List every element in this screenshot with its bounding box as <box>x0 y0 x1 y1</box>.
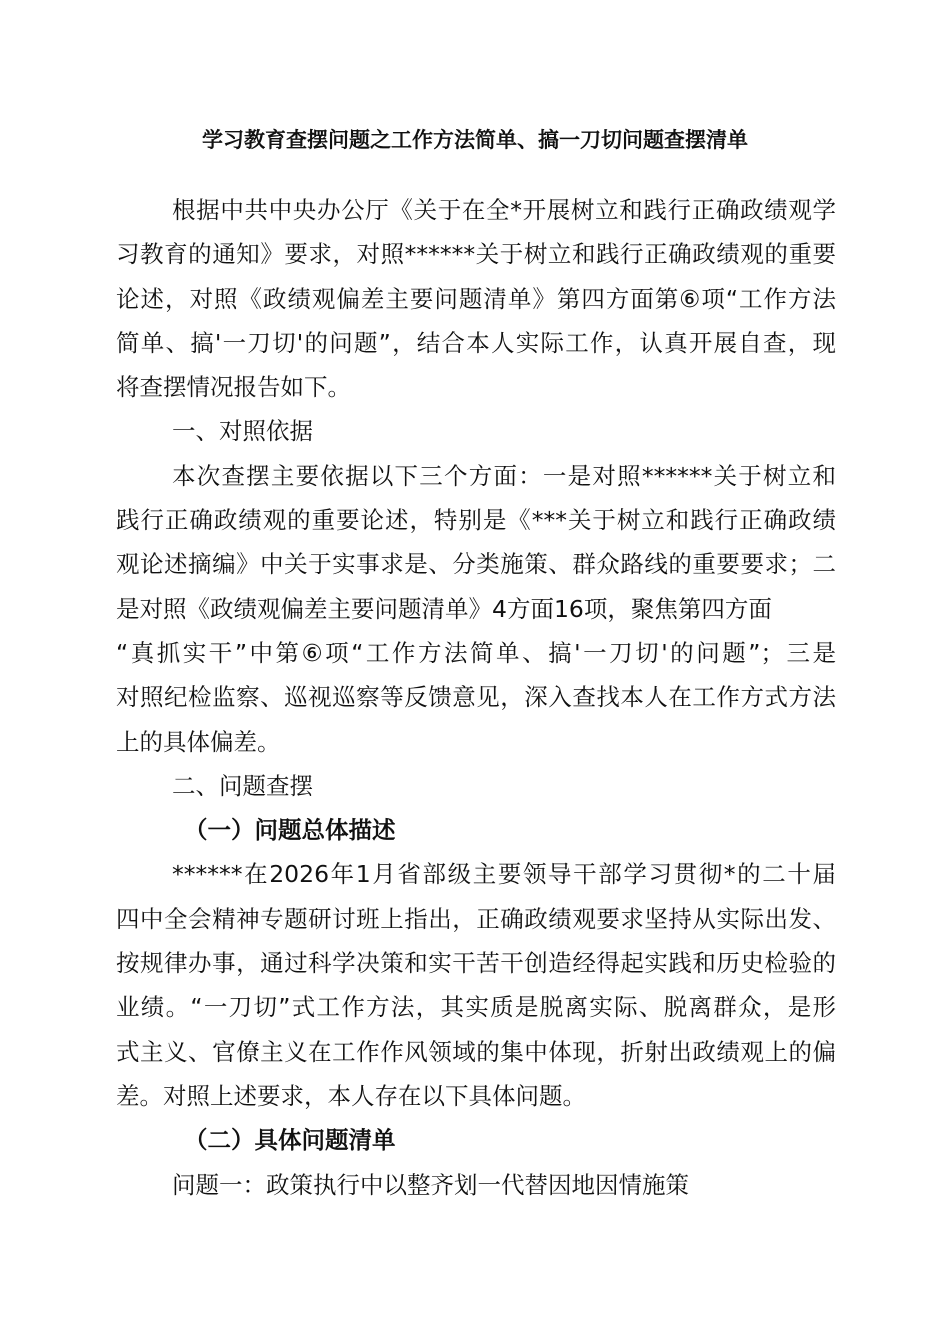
text-line: 本次查摆主要依据以下三个方面：一是对照******关于树立和 <box>172 461 836 490</box>
sub1-paragraph <box>116 852 836 1118</box>
text-line: 差。对照上述要求，本人存在以下具体问题。 <box>116 1081 586 1110</box>
text-line: 将查摆情况报告如下。 <box>116 373 351 402</box>
text-line: 四中全会精神专题研讨班上指出，正确政绩观要求坚持从实际出发、 <box>116 904 836 933</box>
text-line: 简单、搞'一刀切'的问题”，结合本人实际工作，认真开展自查，现 <box>116 328 836 357</box>
intro-paragraph <box>116 188 836 409</box>
subsection-heading: （二）具体问题清单 <box>184 1126 396 1155</box>
text-line: 观论述摘编》中关于实事求是、分类施策、群众路线的重要要求；二 <box>116 550 836 579</box>
section-heading: 一、对照依据 <box>172 417 313 446</box>
text-line: 式主义、官僚主义在工作作风领域的集中体现，折射出政绩观上的偏 <box>116 1037 836 1066</box>
text-line: 是对照《政绩观偏差主要问题清单》4方面16项，聚焦第四方面 <box>116 594 772 623</box>
document-title: 学习教育查摆问题之工作方法简单、搞一刀切问题查摆清单 <box>202 128 748 152</box>
text-line: “真抓实干”中第⑥项“工作方法简单、搞'一刀切'的问题”；三是 <box>116 638 836 667</box>
subsection-heading: （一）问题总体描述 <box>184 816 396 845</box>
text-line: 上的具体偏差。 <box>116 727 281 756</box>
text-line: 践行正确政绩观的重要论述，特别是《***关于树立和践行正确政绩 <box>116 506 836 535</box>
text-line: 论述，对照《政绩观偏差主要问题清单》第四方面第⑥项“工作方法 <box>116 284 836 313</box>
section-heading: 二、问题查摆 <box>172 771 313 800</box>
text-line: 按规律办事，通过科学决策和实干苦干创造经得起实践和历史检验的 <box>116 949 836 978</box>
text-line: 根据中共中央办公厅《关于在全*开展树立和践行正确政绩观学 <box>172 196 836 224</box>
document-body <box>116 188 836 1207</box>
text-line: 业绩。“一刀切”式工作方法，其实质是脱离实际、脱离群众，是形 <box>116 993 836 1022</box>
text-line: ******在2026年1月省部级主要领导干部学习贯彻*的二十届 <box>172 860 836 889</box>
text-line: 对照纪检监察、巡视巡察等反馈意见，深入查找本人在工作方式方法 <box>116 683 836 712</box>
problem-heading: 问题一：政策执行中以整齐划一代替因地因情施策 <box>172 1170 689 1199</box>
section1-paragraph <box>116 454 836 764</box>
text-line: 习教育的通知》要求，对照******关于树立和践行正确政绩观的重要 <box>116 240 836 269</box>
